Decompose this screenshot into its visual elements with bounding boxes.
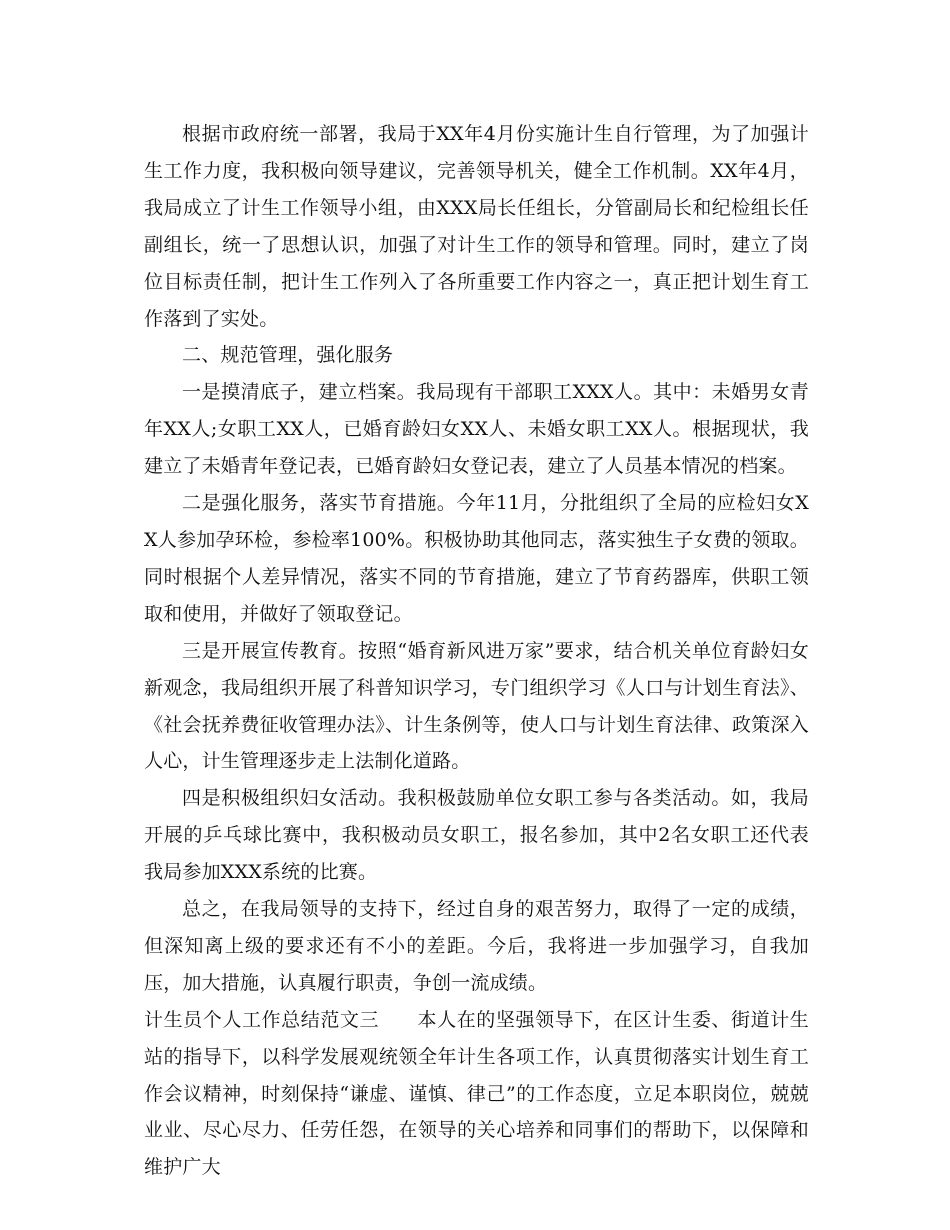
paragraph-services: 二是强化服务，落实节育措施。今年11月，分批组织了全局的应检妇女XX人参加孕环检，参检率100%。积极协助其他同志，落实独生子女费的领取。同时根据个人差异情况，落实不同的节育措施，建立了节育药器库，供职工领取和使用，并做好了领取登记。 (144, 492, 809, 625)
closing-text: 本人在的坚强领导下，在区计生委、街道计生站的指导下，以科学发展观统领全年计生各项工作，认真贯彻落实计划生育工作会议精神，时刻保持“谦虚、谨慎、律己”的工作态度，立足本职岗位，兢兢业业、尽心尽力、任劳任怨，在领导的关心培养和同事们的帮助下，以保障和维护广大 (144, 1008, 809, 1179)
closing-section (144, 1002, 809, 1187)
paragraph-leadership: 根据市政府统一部署，我局于XX年4月份实施计生自行管理，为了加强计生工作力度，我积极向领导建议，完善领导机关，健全工作机制。XX年4月，我局成立了计生工作领导小组，由XXX局长任组长，分管副局长和纪检组长任副组长，统一了思想认识，加强了对计生工作的领导和管理。同时，建立了岗位目标责任制，把计生工作列入了各所重要工作内容之一，真正把计划生育工作落到了实处。 (144, 123, 809, 330)
closing-title: 计生员个人工作总结范文三 (144, 1008, 380, 1031)
paragraph-activities: 四是积极组织妇女活动。我积极鼓励单位女职工参与各类活动。如，我局开展的乒乓球比赛中，我积极动员女职工，报名参加，其中2名女职工还代表我局参加XXX系统的比赛。 (144, 787, 809, 884)
paragraph-education: 三是开展宣传教育。按照“婚育新风进万家”要求，结合机关单位育龄妇女新观念，我局组织开展了科普知识学习，专门组织学习《人口与计划生育法》、《社会抚养费征收管理办法》、计生条例等，使人口与计划生育法律、政策深入人心，计生管理逐步走上法制化道路。 (144, 639, 809, 773)
section-heading-standardize: 二、规范管理，强化服务 (182, 344, 394, 367)
paragraph-summary: 总之，在我局领导的支持下，经过自身的艰苦努力，取得了一定的成绩，但深知离上级的要求还有不小的差距。今后，我将进一步加强学习，自我加压，加大措施，认真履行职责，争创一流成绩。 (144, 898, 809, 994)
paragraph-archives: 一是摸清底子，建立档案。我局现有干部职工XXX人。其中：未婚男女青年XX人;女职工XX人，已婚育龄妇女XX人、未婚女职工XX人。根据现状，我建立了未婚青年登记表，已婚育龄妇女登记表，建立了人员基本情况的档案。 (144, 381, 809, 478)
document-body (144, 116, 809, 1186)
